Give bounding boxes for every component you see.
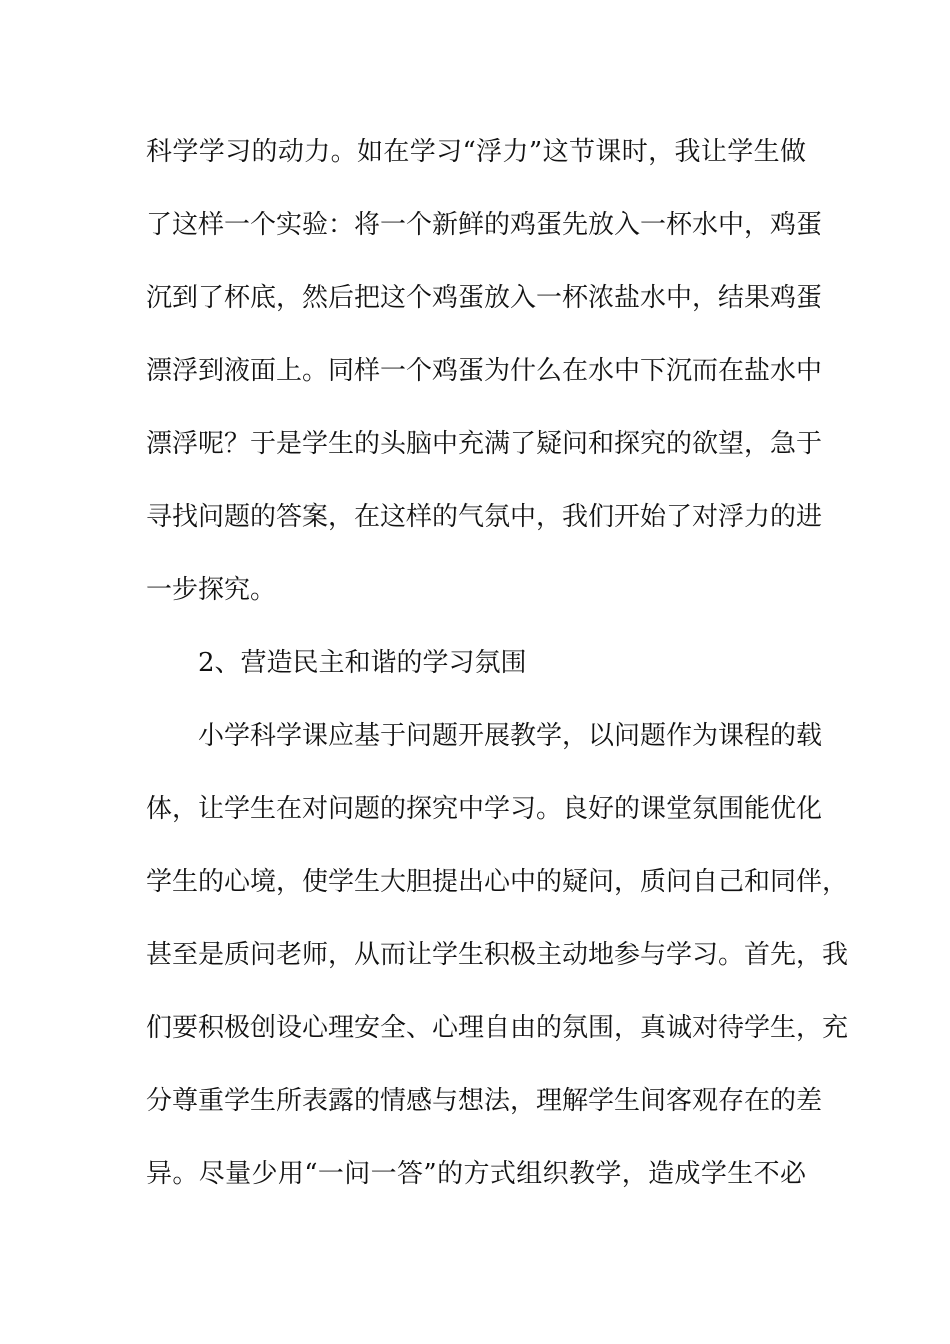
text-line: 漂浮呢？于是学生的头脑中充满了疑问和探究的欲望，急于: [146, 429, 823, 459]
text-line: 寻找问题的答案，在这样的气氛中，我们开始了对浮力的进: [146, 502, 823, 532]
text-line: 小学科学课应基于问题开展教学，以问题作为课程的载: [198, 721, 823, 751]
text-line: 分尊重学生所表露的情感与想法，理解学生间客观存在的差: [146, 1086, 823, 1116]
text-line: 体，让学生在对问题的探究中学习。良好的课堂氛围能优化: [146, 794, 823, 824]
section-heading: 2、营造民主和谐的学习氛围: [198, 648, 527, 678]
text-line: 们要积极创设心理安全、心理自由的氛围，真诚对待学生，充: [146, 1013, 849, 1043]
text-line: 一步探究。: [146, 575, 277, 605]
text-line: 学生的心境，使学生大胆提出心中的疑问，质问自己和同伴，: [146, 867, 849, 897]
text-line: 漂浮到液面上。同样一个鸡蛋为什么在水中下沉而在盐水中: [146, 356, 823, 386]
text-line: 科学学习的动力。如在学习“浮力”这节课时，我让学生做: [146, 137, 806, 167]
text-line: 异。尽量少用“一问一答”的方式组织教学，造成学生不必: [146, 1159, 806, 1189]
text-line: 了这样一个实验：将一个新鲜的鸡蛋先放入一杯水中，鸡蛋: [146, 210, 823, 240]
text-line: 沉到了杯底，然后把这个鸡蛋放入一杯浓盐水中，结果鸡蛋: [146, 283, 823, 313]
text-line: 甚至是质问老师，从而让学生积极主动地参与学习。首先，我: [146, 940, 849, 970]
